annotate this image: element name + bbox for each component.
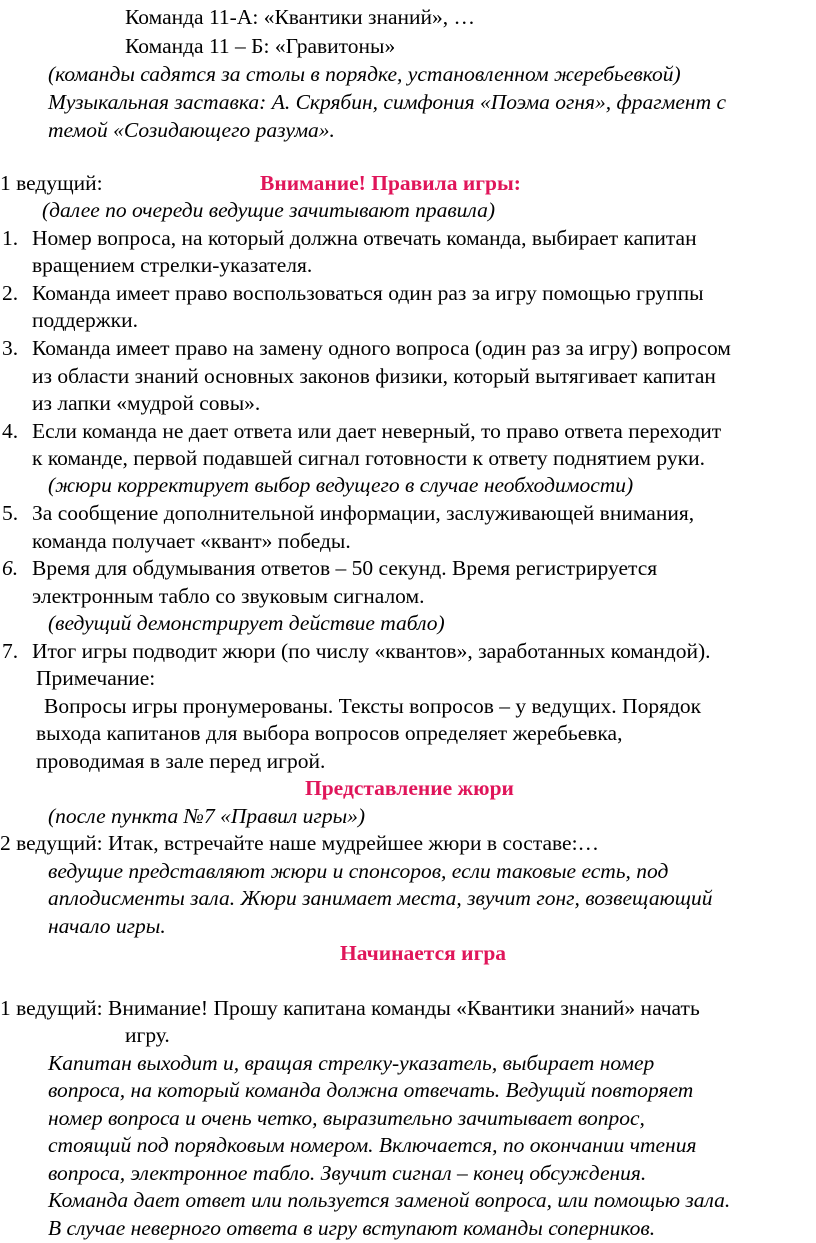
- remark-line-2: выхода капитанов для выбора вопросов определяет жеребьевка,: [36, 721, 623, 745]
- music-line-2: темой «Созидающего разума».: [48, 118, 335, 142]
- rule-number: 4.: [2, 419, 19, 443]
- seating-note: (команды садятся за столы в порядке, установленном жеребьевкой): [48, 62, 681, 86]
- rule-text-cont: вращением стрелки-указателя.: [32, 253, 313, 277]
- rule-text: Если команда не дает ответа или дает неверный, то право ответа переходит: [32, 419, 722, 443]
- rule-text: Команда имеет право на замену одного вопроса (один раз за игру) вопросом: [32, 336, 731, 360]
- game-speech-2: игру.: [125, 1023, 170, 1047]
- rule-item-3: [2, 335, 731, 363]
- rule-text-cont: электронным табло со звуковым сигналом.: [32, 584, 425, 608]
- game-desc-line: стоящий под порядковым номером. Включается, по окончании чтения: [48, 1133, 697, 1157]
- rule-number: 1.: [2, 226, 19, 250]
- jury-action-1: ведущие представляют жюри и спонсоров, если таковые есть, под: [48, 859, 669, 883]
- rule-number: 7.: [2, 639, 19, 663]
- rule-text-cont: из лапки «мудрой совы».: [32, 391, 261, 415]
- rule-text: Время для обдумывания ответов – 50 секунд. Время регистрируется: [32, 556, 658, 580]
- rule-text: Итог игры подводит жюри (по числу «квантов», заработанных командой).: [32, 639, 711, 663]
- rule-item-6: [2, 555, 657, 583]
- game-speech-1: 1 ведущий: Внимание! Прошу капитана команды «Квантики знаний» начать: [0, 996, 700, 1020]
- jury-note: (после пункта №7 «Правил игры»): [48, 804, 366, 828]
- rule-number: 5.: [2, 501, 19, 525]
- rule-text: Команда имеет право воспользоваться один раз за игру помощью группы: [32, 281, 704, 305]
- jury-heading: Представление жюри: [305, 776, 514, 800]
- remark-title: Примечание:: [36, 666, 156, 690]
- rule-text: За сообщение дополнительной информации, заслуживающей внимания,: [32, 501, 695, 525]
- remark-line-3: проводимая в зале перед игрой.: [36, 749, 326, 773]
- rule-note: (жюри корректирует выбор ведущего в случае необходимости): [48, 473, 634, 497]
- rule-text-cont: поддержки.: [32, 308, 138, 332]
- game-desc-line: номер вопроса и очень четко, выразительно зачитывает вопрос,: [48, 1106, 645, 1130]
- rule-number: 2.: [2, 281, 19, 305]
- team-line-2: Команда 11 – Б: «Гравитоны»: [125, 34, 396, 58]
- rule-item-1: [2, 225, 697, 253]
- rule-number: 3.: [2, 336, 19, 360]
- rules-heading: Внимание! Правила игры:: [260, 171, 521, 195]
- remark-line-1: Вопросы игры пронумерованы. Тексты вопросов – у ведущих. Порядок: [44, 694, 702, 718]
- game-desc-line: вопроса, электронное табло. Звучит сигнал – конец обсуждения.: [48, 1161, 647, 1185]
- rule-text-cont: команда получает «квант» победы.: [32, 529, 351, 553]
- rule-item-2: [2, 280, 704, 308]
- team-line-1: Команда 11-А: «Квантики знаний», …: [125, 5, 476, 29]
- rule-item-4: [2, 418, 721, 446]
- rule-note: (ведущий демонстрирует действие табло): [48, 611, 445, 635]
- rule-text-cont: к команде, первой подавшей сигнал готовности к ответу поднятием руки.: [32, 446, 705, 470]
- game-desc-line: Команда дает ответ или пользуется заменой вопроса, или помощью зала.: [48, 1188, 731, 1212]
- rule-item-7: [2, 638, 711, 666]
- rules-speaker: 1 ведущий:: [0, 171, 103, 195]
- music-line-1: Музыкальная заставка: А. Скрябин, симфония «Поэма огня», фрагмент с: [48, 90, 727, 114]
- game-desc-line: В случае неверного ответа в игру вступают команды соперников.: [48, 1216, 656, 1240]
- rule-item-5: [2, 500, 694, 528]
- rule-number: 6.: [2, 556, 19, 580]
- jury-action-2: аплодисменты зала. Жюри занимает места, звучит гонг, возвещающий: [48, 886, 713, 910]
- game-heading: Начинается игра: [340, 941, 507, 965]
- rules-note: (далее по очереди ведущие зачитывают правила): [42, 198, 495, 222]
- rule-text: Номер вопроса, на который должна отвечать команда, выбирает капитан: [32, 226, 697, 250]
- game-desc-line: Капитан выходит и, вращая стрелку-указатель, выбирает номер: [48, 1051, 655, 1075]
- jury-speech: 2 ведущий: Итак, встречайте наше мудрейшее жюри в составе:…: [0, 831, 600, 855]
- rule-text-cont: из области знаний основных законов физики, который вытягивает капитан: [32, 364, 716, 388]
- jury-action-3: начало игры.: [48, 914, 166, 938]
- game-desc-line: вопроса, на который команда должна отвечать. Ведущий повторяет: [48, 1078, 694, 1102]
